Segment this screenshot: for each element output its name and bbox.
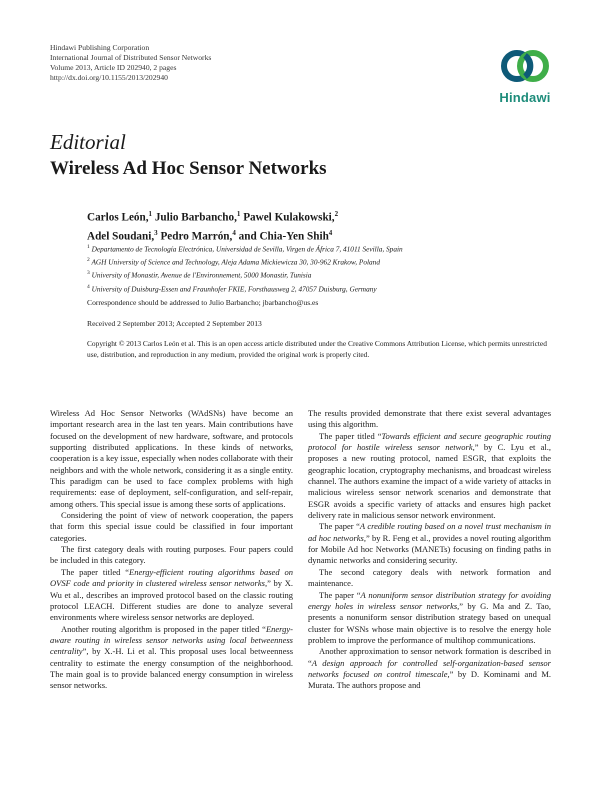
affiliation-number: 1 bbox=[87, 244, 90, 250]
cited-paper-title: Towards efficient and secure geographic routing protocol for hostile wireless sensor network, bbox=[308, 430, 551, 453]
author-affil-sup: 2 bbox=[334, 210, 339, 218]
affiliation-text: University of Duisburg-Essen and Fraunhofer FKIE, Forsthausweg 2, 47057 Duisburg, Germany bbox=[91, 284, 377, 294]
author-name: Adel Soudani, bbox=[87, 230, 155, 243]
body-paragraph bbox=[50, 624, 293, 692]
paragraph-text: ” by R. Feng et al., provides a novel routing algorithm for Mobile Ad hoc Networks (MANETs) focusing on finding paths in dynamic networks and considering security. bbox=[308, 532, 552, 566]
author-name: Chia-Yen Shih bbox=[259, 230, 329, 243]
author-name: Pawel Kulakowski, bbox=[243, 211, 335, 224]
hindawi-logo-word: Hindawi bbox=[499, 90, 551, 105]
paragraph-text: The paper titled “ bbox=[319, 430, 382, 441]
hindawi-logo bbox=[489, 44, 561, 106]
journal-name: International Journal of Distributed Sensor Networks bbox=[50, 53, 212, 62]
author-affil-sup: 4 bbox=[232, 228, 236, 237]
correspondence-note: Correspondence should be addressed to Julio Barbancho; jbarbancho@us.es bbox=[87, 298, 319, 307]
affiliation-text: Departamento de Tecnología Electrónica, Universidad de Sevilla, Virgen de África 7, 41011 Sevilla, Spain bbox=[91, 244, 403, 254]
affiliation-text: AGH University of Science and Technology, Aleja Adama Mickiewicza 30, 30-962 Krakow, Poland bbox=[91, 257, 380, 267]
author-separator: and bbox=[235, 230, 260, 243]
paragraph-text: The paper titled “ bbox=[61, 566, 130, 577]
affiliation-number: 2 bbox=[87, 257, 90, 264]
author-name: Carlos León, bbox=[87, 211, 149, 224]
affiliation-text: University of Monastir, Avenue de l'Environnement, 5000 Monastir, Tunisia bbox=[91, 270, 312, 280]
paragraph-text: Another approximation to sensor network formation is described in “ bbox=[308, 646, 551, 668]
article-title: Wireless Ad Hoc Sensor Networks bbox=[50, 158, 327, 179]
article-type: Editorial bbox=[50, 130, 126, 154]
hindawi-logo-icon bbox=[489, 44, 561, 90]
body-paragraph: The first category deals with routing purposes. Four papers could be included in this category. bbox=[50, 544, 293, 566]
affiliation-item bbox=[87, 255, 557, 268]
body-paragraph: Considering the point of view of network cooperation, the papers that form this special issue could be classified in four important categories. bbox=[50, 510, 293, 543]
body-paragraph bbox=[50, 567, 293, 624]
journal-header bbox=[50, 43, 350, 83]
copyright-notice: Copyright © 2013 Carlos León et al. This is an open access article distributed under the Creative Commons Attribution License, which permits unrestricted use, distribution, and reproduction in any medium, provided the original work is properly cited. bbox=[87, 339, 547, 360]
paragraph-text: ” by X. Wu et al., describes an improved protocol based on the classic routing protocol LEACH. Different studies are done to analyze several environments where wireless sensor networks are deployed. bbox=[50, 578, 293, 623]
body-paragraph: The second category deals with network formation and maintenance. bbox=[308, 566, 551, 589]
cited-paper-title: Energy-aware routing in wireless sensor networks using local betweenness centrality bbox=[50, 623, 293, 657]
paragraph-text: ” by C. Lyu et al., proposes a new routing protocol, named ESGR, that exploits the geographic location, cryptography mechanisms, and broadcast wireless channel. The authors examine the impact of a wide variety of attacks in malicious wireless sensor network scenarios and demonstrate that ESGR avoids a specific variety of attacks and ensures high packet delivery rate in malicious sensor network environment. bbox=[308, 442, 552, 521]
author-affil-sup: 1 bbox=[236, 210, 241, 218]
affiliation-item bbox=[87, 282, 557, 295]
cited-paper-title: A credible routing based on a novel trust mechanism in ad hoc networks, bbox=[308, 521, 552, 543]
body-column-right bbox=[308, 408, 551, 692]
volume-info: Volume 2013, Article ID 202940, 2 pages bbox=[50, 63, 177, 72]
body-paragraph bbox=[308, 521, 551, 566]
doi-link[interactable]: http://dx.doi.org/10.1155/2013/202940 bbox=[50, 73, 168, 82]
author-name: Pedro Marrón, bbox=[160, 230, 233, 243]
cited-paper-title: Energy-efficient routing algorithms based on OVSF code and priority in clustered wireless sensor networks, bbox=[50, 566, 293, 589]
paragraph-text: ”, by X.-H. Li et al. This proposal uses local betweenness centrality to estimate the energy consumption of the neighborhood. The main goal is to provide balanced energy consumption in wireless sensor networks. bbox=[50, 646, 293, 691]
author-affil-sup: 4 bbox=[328, 228, 333, 237]
author-affil-sup: 1 bbox=[148, 210, 153, 218]
author-name: Julio Barbancho, bbox=[154, 211, 237, 224]
author-list bbox=[87, 207, 537, 244]
affiliation-item bbox=[87, 242, 557, 255]
body-paragraph bbox=[308, 646, 551, 691]
paragraph-text: Another routing algorithm is proposed in the paper titled “ bbox=[61, 623, 266, 634]
body-paragraph: The results provided demonstrate that there exist several advantages using this algorithm. bbox=[308, 408, 551, 430]
affiliation-item bbox=[87, 268, 557, 281]
body-column-left bbox=[50, 408, 293, 692]
received-accepted-dates: Received 2 September 2013; Accepted 2 September 2013 bbox=[87, 319, 262, 328]
paragraph-text: ” by D. Kominami and M. Murata. The authors propose and bbox=[308, 668, 551, 691]
paragraph-text: ” by G. Ma and Z. Tao, presents a nonuniform sensor distribution strategy based on unequal cluster for WSNs whose main objective is to resolve the energy hole problem to improve the performance of multihop communications. bbox=[308, 600, 551, 645]
affiliation-number: 4 bbox=[87, 283, 90, 290]
body-paragraph: Wireless Ad Hoc Sensor Networks (WAdSNs) have become an important research area in the last ten years. Main contributions have focused on the development of new hardware, software, and protocols supporting distributed applications. In these kinds of networks, cooperation is a key issue, especially when nodes collaborate with their neighbors and with the whole network, considering it as a single entity. This paradigm can be used to face complex problems with high requirements: ease of deployment, self-configuration, and self-repair, among others. This special issue is among these sorts of applications. bbox=[50, 408, 293, 509]
body-paragraph bbox=[308, 590, 551, 647]
author-affil-sup: 3 bbox=[154, 228, 158, 237]
affiliations bbox=[87, 242, 557, 295]
affiliation-number: 3 bbox=[87, 270, 90, 277]
paragraph-text: The paper “ bbox=[319, 521, 360, 532]
cited-paper-title: A nonuniform sensor distribution strategy for avoiding energy holes in wireless sensor networks, bbox=[308, 589, 551, 611]
publisher-name: Hindawi Publishing Corporation bbox=[50, 43, 150, 52]
body-paragraph bbox=[308, 431, 551, 522]
cited-paper-title: A design approach for controlled self-organization-based sensor networks focused on control timescale, bbox=[308, 657, 551, 679]
paragraph-text: The paper “ bbox=[319, 589, 361, 600]
